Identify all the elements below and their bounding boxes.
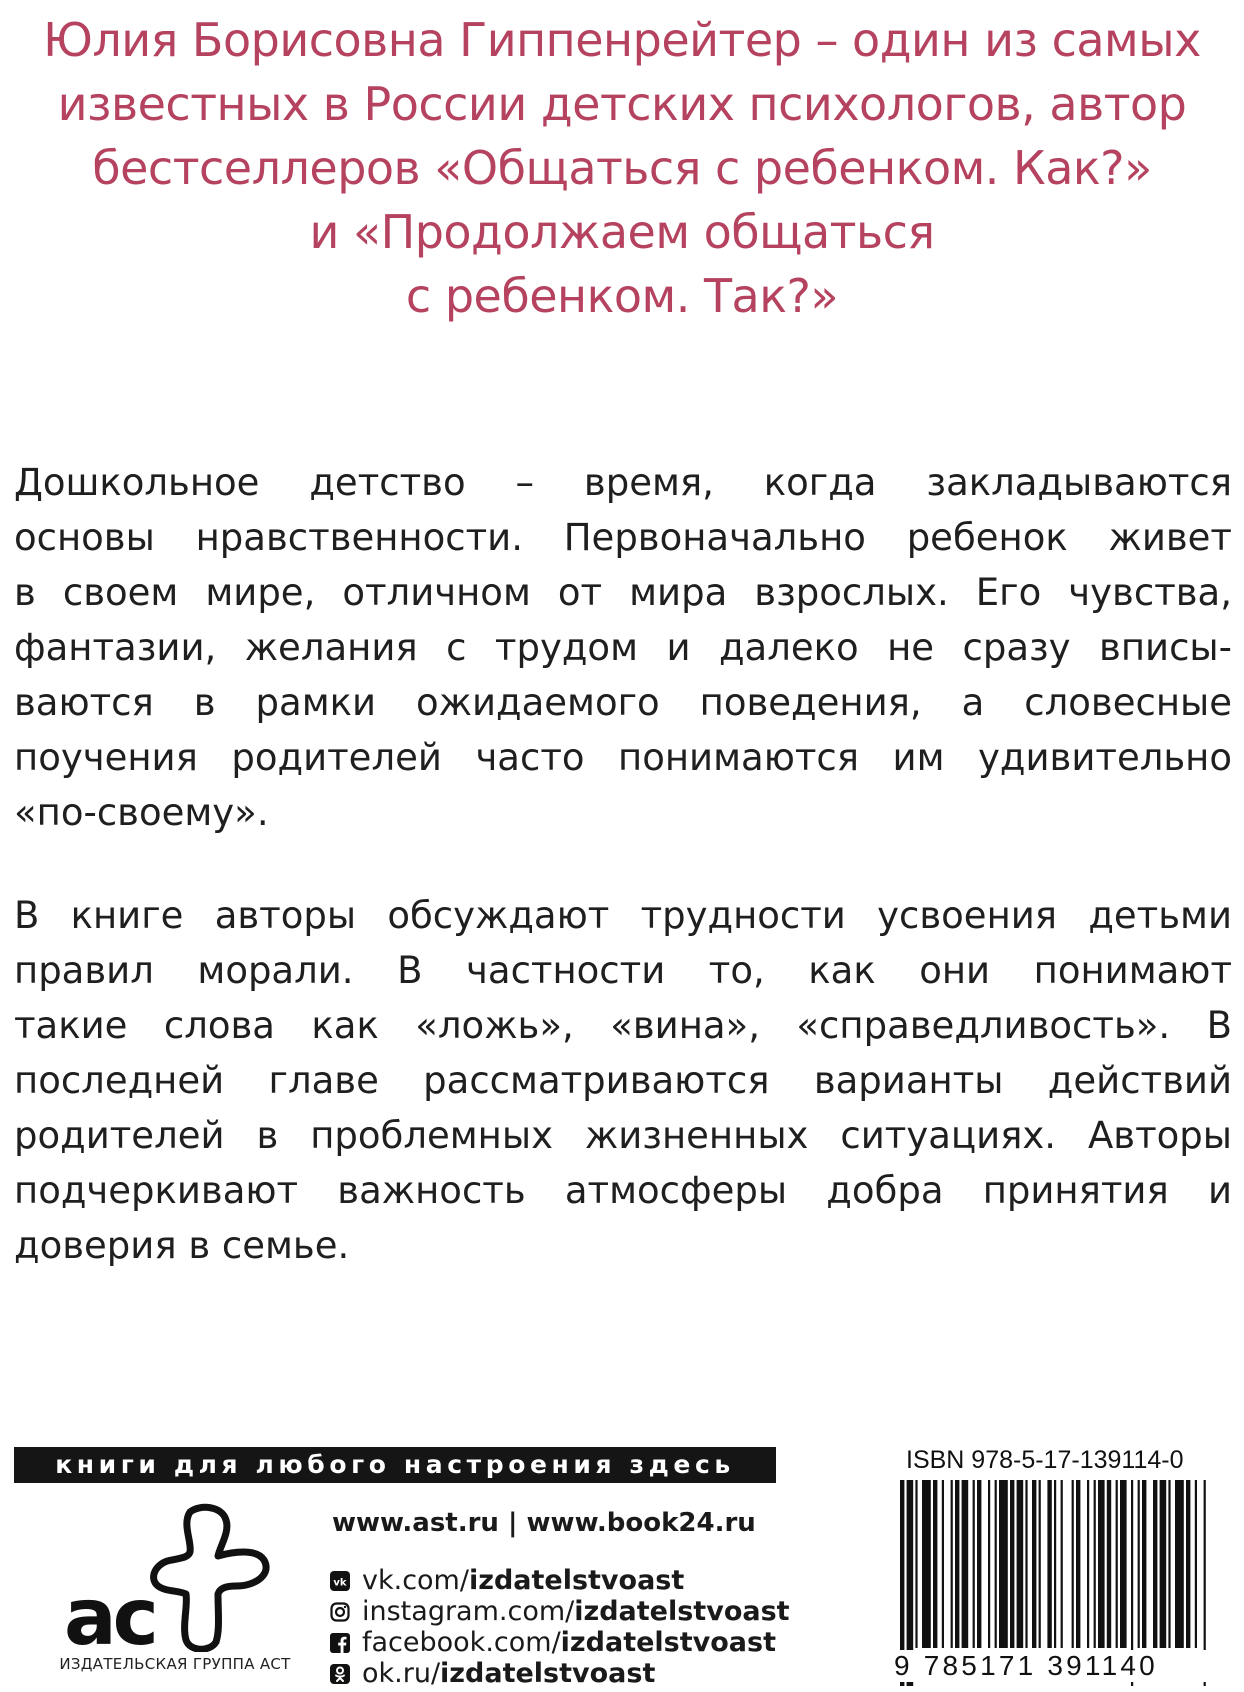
paragraph-line: такие слова как «ложь», «вина», «справедливость». В <box>14 1004 1232 1047</box>
paragraph-line: ваются в рамки ожидаемого поведения, а словесные <box>14 681 1232 724</box>
barcode-bar <box>977 1480 981 1648</box>
isbn-label: ISBN 978-5-17-139114-0 <box>906 1446 1184 1474</box>
social-link-instagram[interactable] <box>330 1596 790 1627</box>
websites[interactable]: www.ast.ru | www.book24.ru <box>332 1508 756 1538</box>
barcode-bar <box>999 1480 1008 1648</box>
paragraph-line: Дошкольное детство – время, когда закладываются <box>14 461 1232 504</box>
barcode-bar <box>1142 1480 1146 1648</box>
social-handle: izdatelstvoast <box>574 1596 790 1627</box>
description-paragraph-2 <box>14 888 1232 1273</box>
barcode-bar <box>1054 1480 1056 1648</box>
slogan-bar: книги для любого настроения здесь <box>14 1447 776 1483</box>
paragraph-line: поучения родителей часто понимаются им удивительно <box>14 736 1232 779</box>
social-prefix: vk.com/ <box>362 1565 469 1596</box>
barcode-digits: 9 785171 391140 <box>890 1650 1214 1682</box>
barcode-bar <box>1017 1480 1024 1648</box>
paragraph-line: фантазии, желания с трудом и далеко не сразу вписы- <box>14 626 1232 669</box>
barcode-bar <box>1107 1480 1111 1648</box>
barcode-bar <box>1195 1480 1197 1648</box>
barcode-bar <box>1061 1480 1063 1648</box>
social-handle: izdatelstvoast <box>440 1658 656 1689</box>
paragraph-line: доверия в семье. <box>14 1224 350 1267</box>
barcode-bar <box>1025 1480 1027 1648</box>
barcode-bar <box>1047 1480 1051 1648</box>
description-paragraph-1 <box>14 455 1232 840</box>
barcode-bar <box>1168 1480 1170 1648</box>
barcode-bar <box>1116 1480 1118 1648</box>
social-prefix: ok.ru/ <box>362 1658 441 1689</box>
author-intro-line: и «Продолжаем общаться <box>309 205 935 259</box>
barcode-bar <box>1175 1480 1184 1648</box>
author-intro-line: известных в России детских психологов, автор <box>57 77 1187 131</box>
author-intro-line: Юлия Борисовна Гиппенрейтер – один из самых <box>43 13 1201 67</box>
barcode-bar <box>1186 1480 1190 1648</box>
instagram-icon <box>330 1602 350 1622</box>
svg-text:vk: vk <box>333 1577 347 1588</box>
barcode-bar <box>1010 1480 1014 1648</box>
social-prefix: facebook.com/ <box>362 1627 561 1658</box>
barcode-bar <box>1160 1480 1167 1648</box>
barcode-bar <box>988 1480 990 1648</box>
barcode-bar <box>1098 1480 1105 1648</box>
barcode-bar <box>1120 1480 1127 1648</box>
ast-logo-icon <box>50 1502 290 1652</box>
paragraph-line: «по-своему». <box>14 791 269 834</box>
barcode-bar <box>951 1480 953 1648</box>
paragraph-line: правил морали. В частности то, как они понимают <box>14 949 1232 992</box>
social-prefix: instagram.com/ <box>362 1596 575 1627</box>
barcode-bar <box>1087 1480 1089 1648</box>
paragraph-line: подчеркивают важность атмосферы добра принятия и <box>14 1169 1232 1212</box>
barcode-bar <box>1072 1480 1074 1648</box>
social-handle: izdatelstvoast <box>468 1565 685 1596</box>
paragraph-line: последней главе рассматриваются варианты действий <box>14 1059 1232 1102</box>
paragraph-line: основы нравственности. Первоначально ребенок живет <box>14 516 1232 559</box>
barcode-bar <box>1039 1480 1041 1648</box>
barcode-bar <box>1094 1480 1096 1648</box>
barcode-bar <box>1138 1480 1140 1648</box>
social-link-facebook[interactable] <box>330 1627 790 1658</box>
author-intro <box>30 8 1214 328</box>
barcode-bar <box>995 1480 997 1648</box>
social-handle: izdatelstvoast <box>560 1627 776 1658</box>
barcode-bar <box>962 1480 969 1648</box>
vk-icon <box>330 1571 350 1591</box>
social-link-vk[interactable] <box>330 1565 790 1596</box>
social-link-odnoklassniki[interactable] <box>330 1658 790 1689</box>
facebook-icon <box>330 1633 350 1653</box>
barcode-bar <box>1032 1480 1036 1648</box>
author-intro-line: бестселлеров «Общаться с ребенком. Как?» <box>92 141 1152 195</box>
paragraph-line: в своем мире, отличном от мира взрослых. Его чувства, <box>14 571 1232 614</box>
barcode-bar <box>922 1480 931 1648</box>
svg-text:ac: ac <box>64 1573 155 1652</box>
author-intro-line: с ребенком. Так?» <box>405 269 839 323</box>
barcode-bar <box>942 1480 944 1648</box>
barcode-bar <box>1076 1480 1080 1648</box>
barcode-bar <box>915 1480 917 1648</box>
barcode-bar <box>933 1480 937 1648</box>
odnoklassniki-icon <box>330 1664 350 1684</box>
paragraph-line: В книге авторы обсуждают трудности усвоения детьми <box>14 894 1232 937</box>
barcode-bar <box>1153 1480 1157 1648</box>
paragraph-line: родителей в проблемных жизненных ситуациях. Авторы <box>14 1114 1232 1157</box>
publisher-name: ИЗДАТЕЛЬСКАЯ ГРУППА АСТ <box>59 1655 291 1673</box>
social-links <box>330 1565 790 1689</box>
barcode-bar <box>955 1480 959 1648</box>
barcode-bar <box>973 1480 975 1648</box>
